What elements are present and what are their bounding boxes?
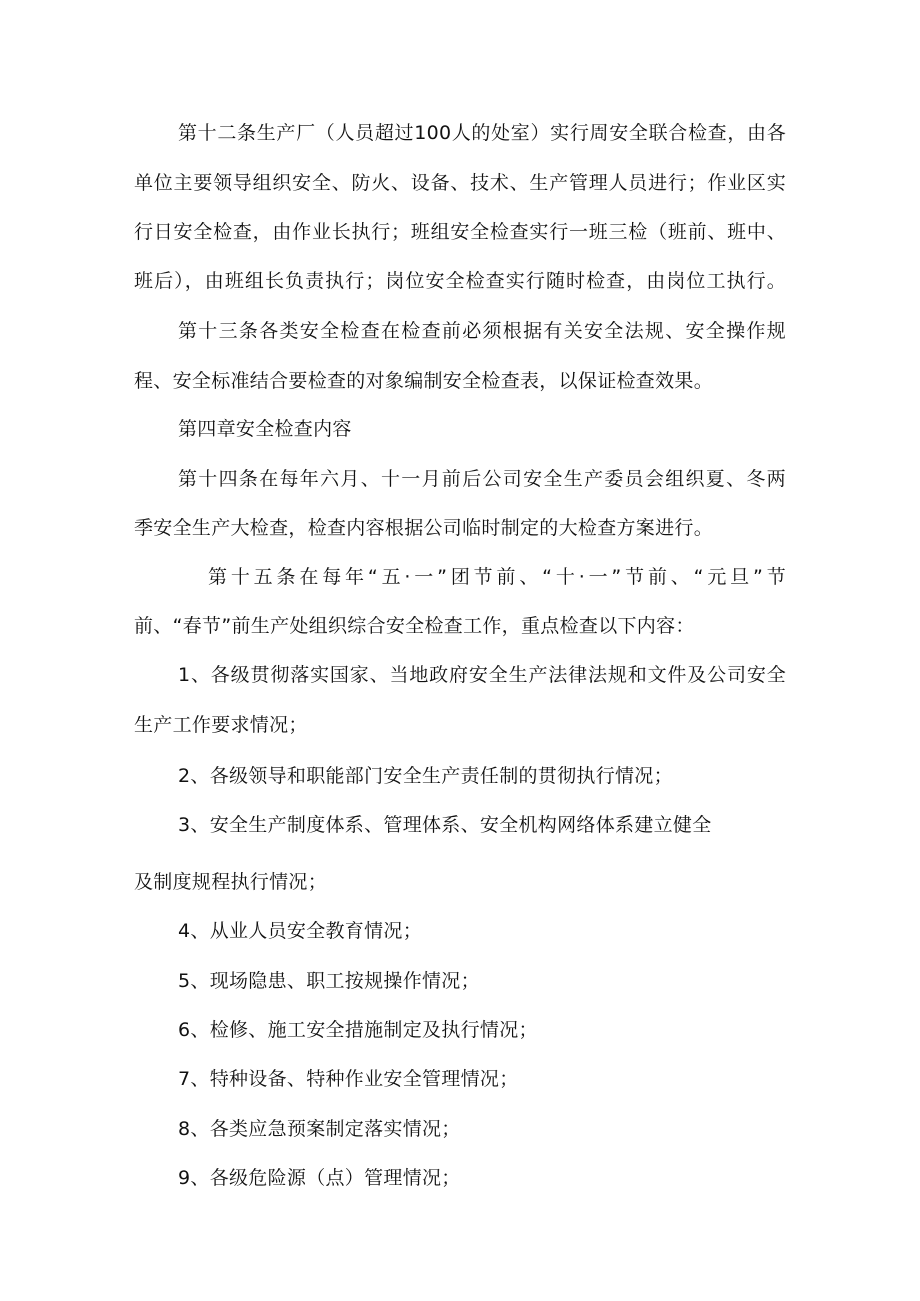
item-8: 8、各类应急预案制定落实情况；: [178, 1118, 461, 1140]
article-12-line-1: 第十二条生产厂（人员超过100人的处室）实行周安全联合检查，由各: [178, 122, 786, 144]
item-3-line-2: 及制度规程执行情况；: [134, 871, 328, 893]
item-2: 2、各级领导和职能部门安全生产责任制的贯彻执行情况；: [178, 765, 673, 787]
article-12-line-3: 行日安全检查，由作业长执行；班组安全检查实行一班三检（班前、班中、: [134, 221, 786, 243]
item-4: 4、从业人员安全教育情况；: [178, 920, 422, 942]
item-5: 5、现场隐患、职工按规操作情况；: [178, 970, 480, 992]
article-15-line-1: 第十五条在每年“五·一”团节前、“十·一”节前、“元旦”节: [208, 566, 786, 588]
item-9: 9、各级危险源（点）管理情况；: [178, 1167, 461, 1189]
item-7: 7、特种设备、特种作业安全管理情况；: [178, 1068, 519, 1090]
article-12-line-2: 单位主要领导组织安全、防火、设备、技术、生产管理人员进行；作业区实: [134, 172, 786, 194]
article-13-line-2: 程、安全标准结合要检查的对象编制安全检查表，以保证检查效果。: [134, 370, 714, 392]
item-3-line-1: 3、安全生产制度体系、管理体系、安全机构网络体系建立健全: [178, 814, 712, 836]
article-14-line-2: 季安全生产大检查，检查内容根据公司临时制定的大检查方案进行。: [134, 517, 714, 539]
article-12-line-4: 班后），由班组长负责执行；岗位安全检查实行随时检查，由岗位工执行。: [134, 270, 786, 292]
chapter-4-heading: 第四章安全检查内容: [178, 418, 352, 440]
item-1-line-1: 1、各级贯彻落实国家、当地政府安全生产法律法规和文件及公司安全: [178, 664, 786, 686]
article-13-line-1: 第十三条各类安全检查在检查前必须根据有关安全法规、安全操作规: [178, 320, 786, 342]
item-1-line-2: 生产工作要求情况；: [134, 714, 308, 736]
article-15-line-2: 前、“春节”前生产处组织综合安全检查工作，重点检查以下内容：: [134, 615, 695, 637]
item-6: 6、检修、施工安全措施制定及执行情况；: [178, 1019, 538, 1041]
article-14-line-1: 第十四条在每年六月、十一月前后公司安全生产委员会组织夏、冬两: [178, 468, 786, 490]
